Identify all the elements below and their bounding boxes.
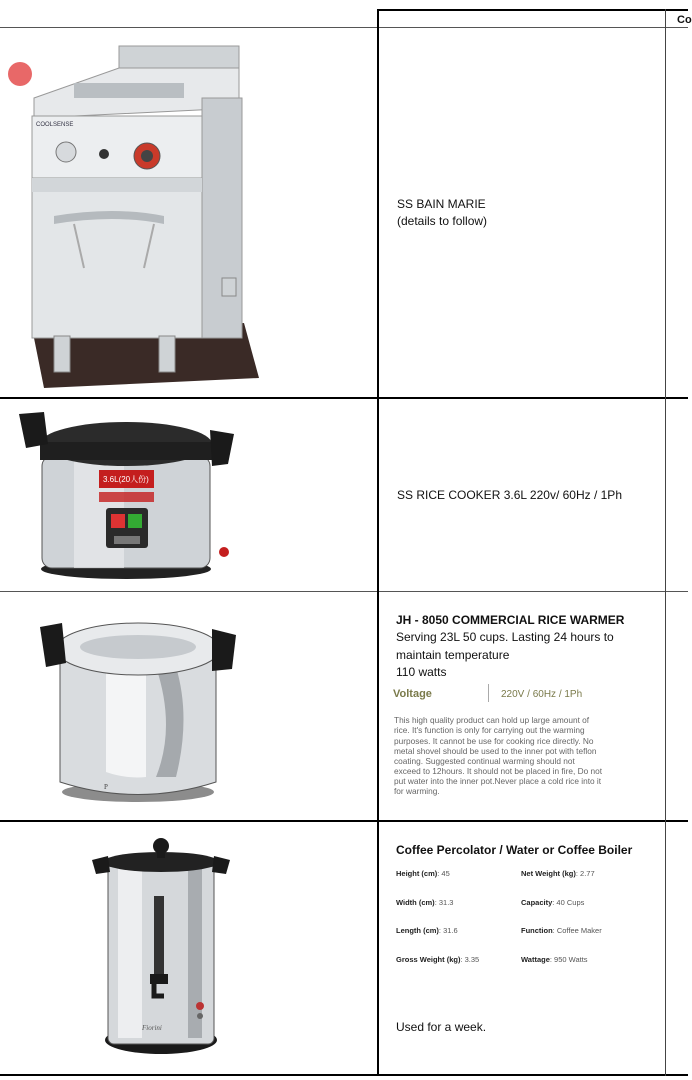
coffee-percolator-brand: Fiorini	[142, 1024, 162, 1032]
row1-bottom-line	[0, 397, 688, 399]
header-col-label: Co	[677, 14, 692, 26]
rice-warmer-image	[36, 607, 240, 807]
rice-warmer-details-1: This high quality product can hold up large amount of	[394, 715, 590, 725]
spec-length-value: : 31.6	[438, 926, 458, 935]
rice-warmer-body-3: 110 watts	[396, 665, 447, 679]
header-bottom-line	[0, 27, 688, 28]
header-top-line	[378, 9, 688, 11]
svg-text:P: P	[104, 783, 108, 791]
spec-capacity-value: : 40 Cups	[552, 898, 585, 907]
rice-warmer-body-2: maintain temperature	[396, 648, 510, 662]
spec-height	[396, 869, 450, 878]
rice-warmer-voltage-label: Voltage	[393, 688, 432, 700]
rice-warmer-details-5: coating. Suggested continual warming should not	[394, 756, 575, 766]
spec-function-value: : Coffee Maker	[552, 926, 602, 935]
rice-warmer-voltage-value: 220V / 60Hz / 1Ph	[501, 689, 583, 700]
rice-warmer-body-1: Serving 23L 50 cups. Lasting 24 hours to	[396, 630, 614, 644]
row3-bottom-line	[0, 820, 688, 822]
spec-length	[396, 926, 458, 935]
row4-bottom-line	[0, 1074, 688, 1076]
spec-height-label: Height (cm)	[396, 869, 438, 878]
voltage-divider	[488, 684, 489, 702]
spec-wattage-label: Wattage	[521, 955, 550, 964]
rice-cooker-label: 3.6L(20人份)	[103, 475, 149, 484]
spec-width-label: Width (cm)	[396, 898, 435, 907]
rice-warmer-details-4: metal shovel should be used to the inner pot with teflon	[394, 746, 597, 756]
spec-wattage	[521, 955, 588, 964]
coffee-percolator-note: Used for a week.	[396, 1020, 487, 1034]
rice-warmer-details-6: exceed to 12hours. It should not be placed in fire, Do not	[394, 766, 603, 776]
spec-wattage-value: : 950 Watts	[549, 955, 588, 964]
coffee-percolator-title: Coffee Percolator / Water or Coffee Boiler	[396, 843, 633, 857]
spec-function	[521, 926, 602, 935]
spec-gross-weight-label: Gross Weight (kg)	[396, 955, 461, 964]
bain-marie-image	[14, 38, 264, 390]
spec-function-label: Function	[521, 926, 553, 935]
rice-warmer-details-8: for warming.	[394, 786, 440, 796]
bain-marie-brand: COOLSENSE	[36, 122, 74, 128]
rice-cooker-desc: SS RICE COOKER 3.6L 220v/ 60Hz / 1Ph	[397, 488, 622, 502]
rice-warmer-title: JH - 8050 COMMERCIAL RICE WARMER	[396, 613, 625, 627]
rice-warmer-details-3: purposes. It cannot be use for cooking rice directly. No	[394, 736, 594, 746]
row2-bottom-line	[0, 591, 688, 592]
spec-net-weight-value: : 2.77	[575, 869, 595, 878]
spec-width	[396, 898, 453, 907]
spec-height-value: : 45	[437, 869, 450, 878]
rice-cooker-image	[14, 404, 244, 584]
bain-marie-note: (details to follow)	[397, 214, 488, 228]
spec-capacity	[521, 898, 584, 907]
coffee-percolator-image	[88, 834, 234, 1058]
rice-warmer-details-2: rice. It's function is only for carrying out the warming	[394, 725, 585, 735]
col-divider-1	[377, 9, 379, 1076]
rice-warmer-details-7: put water into the inner pot.Never place a cold rice into it	[394, 776, 602, 786]
spec-net-weight-label: Net Weight (kg)	[521, 869, 576, 878]
col-divider-2	[665, 9, 666, 1076]
spec-gross-weight-value: : 3.35	[460, 955, 480, 964]
spec-width-value: : 31.3	[434, 898, 454, 907]
spec-gross-weight	[396, 955, 479, 964]
spec-capacity-label: Capacity	[521, 898, 553, 907]
spec-length-label: Length (cm)	[396, 926, 439, 935]
bain-marie-title: SS BAIN MARIE	[397, 197, 486, 211]
spec-net-weight	[521, 869, 595, 878]
